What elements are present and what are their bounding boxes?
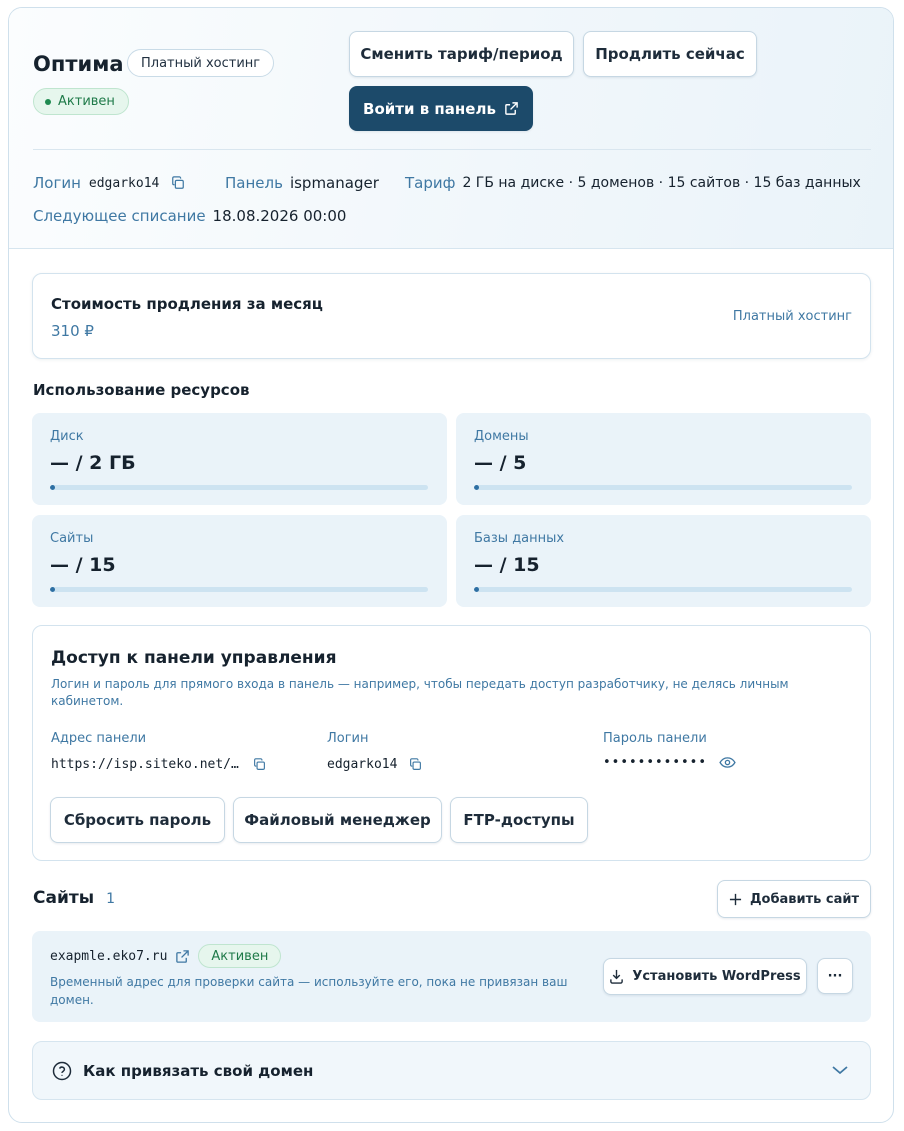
card-header [9,8,893,249]
next-charge-label: Следующее списание [33,207,206,225]
ftp-access-button[interactable]: FTP-доступы [450,797,588,843]
plan-title: Оптима [33,52,124,76]
renew-now-button[interactable]: Продлить сейчас [583,31,757,77]
panel-password-field [603,755,736,770]
panel-info-label: Панель [225,174,283,192]
resource-label: Домены [474,429,529,444]
external-link-icon[interactable] [175,949,190,964]
resource-progress-bar [474,485,852,490]
panel-login-label: Логин [327,731,369,746]
resource-label: Базы данных [474,531,565,546]
resource-value: — / 15 [474,554,540,576]
external-link-icon [504,101,519,116]
reset-password-button[interactable]: Сбросить пароль [50,797,225,843]
resource-tile-databases [456,515,871,607]
resource-progress-fill [474,485,479,490]
resource-progress-bar [50,485,428,490]
hosting-type-badge: Платный хостинг [127,49,274,77]
install-wordpress-label: Установить WordPress [632,969,801,984]
hosting-card [8,7,894,1123]
resource-label: Сайты [50,531,94,546]
status-badge [33,88,129,115]
resource-tile-sites [32,515,447,607]
change-plan-button[interactable]: Сменить тариф/период [349,31,574,77]
status-text: Активен [58,94,115,109]
panel-address-field [51,757,266,772]
renewal-cost-title: Стоимость продления за месяц [51,295,323,313]
resource-tile-domains [456,413,871,505]
login-panel-label: Войти в панель [363,99,496,118]
panel-address-value[interactable]: https://isp.siteko.net/… [51,757,239,772]
add-site-button[interactable] [717,880,871,918]
question-circle-icon [52,1061,72,1081]
resource-progress-fill [50,587,55,592]
resource-label: Диск [50,429,84,444]
panel-access-description: Логин и пароль для прямого входа в панель — например, чтобы передать доступ разработчику, не делясь личным [51,677,789,691]
sites-header [33,888,115,908]
resource-value: — / 2 ГБ [50,452,136,474]
panel-info [225,174,379,192]
tariff-info-value: 2 ГБ на диске · 5 доменов · 15 сайтов · 15 баз данных [462,175,861,191]
login-info-label: Логин [33,174,81,192]
faq-bind-domain[interactable] [32,1041,871,1100]
panel-password-mask: •••••••••••• [603,755,708,770]
resource-progress-fill [474,587,479,592]
resource-value: — / 15 [50,554,116,576]
tariff-info [405,174,861,192]
site-status-badge: Активен [198,944,281,968]
install-wordpress-button[interactable] [603,958,807,995]
site-domain-row [50,944,281,968]
plus-icon [729,893,742,906]
sites-count: 1 [106,891,116,907]
resource-progress-bar [50,587,428,592]
panel-info-value: ispmanager [289,174,379,192]
renewal-cost-type: Платный хостинг [732,309,852,324]
resource-progress-fill [50,485,55,490]
login-panel-button[interactable] [349,86,533,131]
panel-access-title: Доступ к панели управления [51,648,337,668]
panel-password-label: Пароль панели [603,731,707,746]
header-divider [33,149,871,150]
site-note: Временный адрес для проверки сайта — используйте его, пока не привязан ваш [50,975,568,989]
add-site-label: Добавить сайт [749,891,860,907]
faq-title: Как привязать свой домен [83,1062,314,1080]
copy-icon[interactable] [253,758,266,771]
more-actions-button[interactable]: ··· [817,958,853,994]
file-manager-button[interactable]: Файловый менеджер [233,797,442,843]
renewal-cost-card [32,273,871,359]
next-charge-value: 18.08.2026 00:00 [212,207,347,225]
status-dot-icon [45,99,51,105]
login-info-value: edgarko14 [88,175,160,191]
panel-login-value: edgarko14 [327,757,398,772]
sites-title: Сайты [33,888,95,908]
resource-progress-bar [474,587,852,592]
resource-tile-disk [32,413,447,505]
resource-value: — / 5 [474,452,527,474]
site-domain[interactable]: exapmle.eko7.ru [50,948,168,964]
copy-icon[interactable] [409,758,422,771]
site-note-cont: домен. [50,993,94,1007]
copy-icon[interactable] [171,176,185,190]
next-charge-info [33,207,346,225]
login-info [33,174,185,192]
panel-access-card [32,625,871,861]
eye-icon[interactable] [719,756,736,769]
panel-login-field [327,757,422,772]
renewal-cost-price: 310 ₽ [51,322,94,340]
site-list-item [32,931,871,1022]
panel-address-label: Адрес панели [51,731,147,746]
resources-title: Использование ресурсов [33,381,250,399]
chevron-down-icon[interactable] [831,1064,849,1076]
panel-access-description-cont: кабинетом. [51,694,124,708]
download-icon [609,969,624,984]
tariff-info-label: Тариф [405,174,456,192]
